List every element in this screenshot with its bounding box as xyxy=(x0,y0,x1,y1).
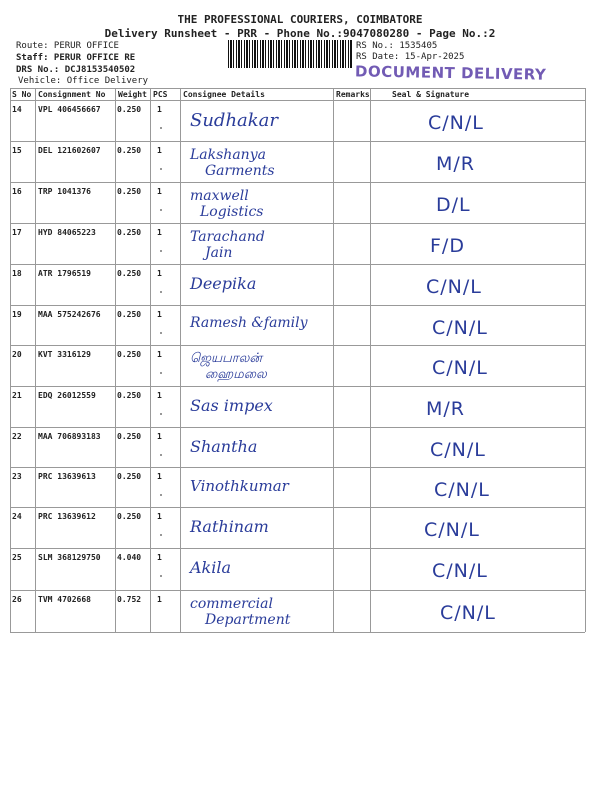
consignment-number: PRC 13639613 xyxy=(38,472,96,481)
serial-number: 17 xyxy=(12,228,22,237)
consignee-name: ஜெயபாலன் xyxy=(190,351,262,366)
serial-number: 20 xyxy=(12,350,22,359)
row-divider xyxy=(10,548,585,549)
serial-number: 22 xyxy=(12,432,22,441)
row-mark xyxy=(160,575,162,577)
weight-value: 4.040 xyxy=(117,553,142,562)
pcs-value: 1 xyxy=(157,187,162,196)
delivery-signature: C/N/L xyxy=(424,519,480,541)
row-divider xyxy=(10,305,585,306)
runsheet-title: THE PROFESSIONAL COURIERS, COIMBATORE xyxy=(177,13,423,26)
row-mark xyxy=(160,168,162,170)
serial-number: 15 xyxy=(12,146,22,155)
row-divider xyxy=(10,632,585,633)
delivery-signature: C/N/L xyxy=(432,357,488,379)
consignee-name-line2: Logistics xyxy=(200,204,264,220)
vehicle-label: Vehicle: Office Delivery xyxy=(18,76,149,86)
pcs-value: 1 xyxy=(157,553,162,562)
rs-number: RS No.: 1535405 xyxy=(356,41,438,51)
row-mark xyxy=(160,291,162,293)
consignment-number: EDQ 26012559 xyxy=(38,391,96,400)
column-divider xyxy=(10,88,11,632)
column-divider xyxy=(150,88,151,632)
delivery-signature: C/N/L xyxy=(432,317,488,339)
consignment-number: ATR 1796519 xyxy=(38,269,91,278)
consignment-number: DEL 121602607 xyxy=(38,146,101,155)
consignment-number: KVT 3316129 xyxy=(38,350,91,359)
weight-value: 0.250 xyxy=(117,269,142,278)
serial-number: 21 xyxy=(12,391,22,400)
pcs-value: 1 xyxy=(157,595,162,604)
weight-value: 0.250 xyxy=(117,432,142,441)
consignee-name: Deepika xyxy=(190,274,257,293)
consignee-name-line2: Garments xyxy=(205,163,275,179)
pcs-value: 1 xyxy=(157,350,162,359)
row-divider xyxy=(10,345,585,346)
weight-value: 0.250 xyxy=(117,350,142,359)
row-mark xyxy=(160,454,162,456)
serial-number: 26 xyxy=(12,595,22,604)
route-label: Route: PERUR OFFICE xyxy=(16,41,119,51)
serial-number: 16 xyxy=(12,187,22,196)
pcs-value: 1 xyxy=(157,228,162,237)
column-divider xyxy=(585,88,586,632)
weight-value: 0.250 xyxy=(117,228,142,237)
row-mark xyxy=(160,534,162,536)
serial-number: 18 xyxy=(12,269,22,278)
pcs-value: 1 xyxy=(157,269,162,278)
weight-value: 0.250 xyxy=(117,187,142,196)
consignee-name-line2: Department xyxy=(205,612,291,628)
pcs-value: 1 xyxy=(157,472,162,481)
consignee-name: maxwell xyxy=(190,188,249,204)
column-divider xyxy=(370,88,371,632)
barcode xyxy=(228,40,353,68)
col-consignee: Consignee Details xyxy=(183,90,265,99)
col-remarks: Remarks xyxy=(336,90,370,99)
col-consignment: Consignment No xyxy=(38,90,106,99)
weight-value: 0.250 xyxy=(117,391,142,400)
row-mark xyxy=(160,209,162,211)
consignment-number: PRC 13639612 xyxy=(38,512,96,521)
pcs-value: 1 xyxy=(157,310,162,319)
serial-number: 19 xyxy=(12,310,22,319)
consignee-name: Vinothkumar xyxy=(190,477,289,495)
row-divider xyxy=(10,264,585,265)
consignee-name: Sas impex xyxy=(190,396,273,415)
consignee-name: Shantha xyxy=(190,437,258,456)
row-mark xyxy=(160,494,162,496)
consignee-name: Sudhakar xyxy=(190,110,279,131)
delivery-signature: C/N/L xyxy=(426,276,482,298)
delivery-signature: C/N/L xyxy=(434,479,490,501)
delivery-signature: C/N/L xyxy=(428,112,484,134)
column-divider xyxy=(115,88,116,632)
delivery-signature: C/N/L xyxy=(430,439,486,461)
consignee-name-line2: Jain xyxy=(205,245,233,261)
serial-number: 24 xyxy=(12,512,22,521)
row-divider xyxy=(10,182,585,183)
pcs-value: 1 xyxy=(157,391,162,400)
row-divider xyxy=(10,507,585,508)
column-divider xyxy=(333,88,334,632)
consignment-number: TVM 4702668 xyxy=(38,595,91,604)
consignment-number: MAA 575242676 xyxy=(38,310,101,319)
consignee-name: Ramesh &family xyxy=(190,315,308,331)
row-divider xyxy=(10,88,585,89)
col-sno: S No xyxy=(12,90,32,99)
pcs-value: 1 xyxy=(157,146,162,155)
serial-number: 14 xyxy=(12,105,22,114)
column-divider xyxy=(180,88,181,632)
col-seal-signature: Seal & Signature xyxy=(392,90,470,99)
consignment-number: MAA 706893183 xyxy=(38,432,101,441)
column-divider xyxy=(35,88,36,632)
row-divider xyxy=(10,141,585,142)
weight-value: 0.250 xyxy=(117,512,142,521)
drs-number: DRS No.: DCJ8153540502 xyxy=(16,65,136,75)
weight-value: 0.250 xyxy=(117,146,142,155)
col-weight: Weight xyxy=(118,90,147,99)
staff-label: Staff: PERUR OFFICE RE xyxy=(16,53,136,63)
row-mark xyxy=(160,250,162,252)
consignment-number: HYD 84065223 xyxy=(38,228,96,237)
pcs-value: 1 xyxy=(157,512,162,521)
delivery-signature: D/L xyxy=(436,194,471,216)
serial-number: 25 xyxy=(12,553,22,562)
delivery-signature: F/D xyxy=(430,235,465,257)
row-divider xyxy=(10,386,585,387)
rs-date: RS Date: 15-Apr-2025 xyxy=(356,52,465,62)
row-mark xyxy=(160,413,162,415)
row-divider xyxy=(10,427,585,428)
consignee-name: commercial xyxy=(190,596,273,612)
delivery-signature: C/N/L xyxy=(432,560,488,582)
consignment-number: VPL 406456667 xyxy=(38,105,101,114)
consignment-number: TRP 1041376 xyxy=(38,187,91,196)
row-divider xyxy=(10,223,585,224)
consignee-name: Tarachand xyxy=(190,229,265,245)
serial-number: 23 xyxy=(12,472,22,481)
consignee-name: Akila xyxy=(190,558,232,577)
document-delivery-stamp: DOCUMENT DELIVERY xyxy=(354,62,547,84)
consignee-name: Rathinam xyxy=(190,517,269,536)
col-pcs: PCS xyxy=(153,90,168,99)
weight-value: 0.250 xyxy=(117,310,142,319)
delivery-signature: M/R xyxy=(436,153,475,175)
consignee-name-line2: ஹைமலை xyxy=(205,367,267,382)
row-mark xyxy=(160,332,162,334)
consignment-number: SLM 368129750 xyxy=(38,553,101,562)
row-divider xyxy=(10,100,585,101)
delivery-signature: M/R xyxy=(426,398,465,420)
pcs-value: 1 xyxy=(157,105,162,114)
delivery-signature: C/N/L xyxy=(440,602,496,624)
weight-value: 0.250 xyxy=(117,472,142,481)
consignee-name: Lakshanya xyxy=(190,147,266,163)
row-mark xyxy=(160,372,162,374)
pcs-value: 1 xyxy=(157,432,162,441)
weight-value: 0.752 xyxy=(117,595,142,604)
row-divider xyxy=(10,467,585,468)
weight-value: 0.250 xyxy=(117,105,142,114)
row-mark xyxy=(160,127,162,129)
runsheet-subtitle: Delivery Runsheet - PRR - Phone No.:9047080280 - Page No.:2 xyxy=(104,27,496,40)
row-divider xyxy=(10,590,585,591)
